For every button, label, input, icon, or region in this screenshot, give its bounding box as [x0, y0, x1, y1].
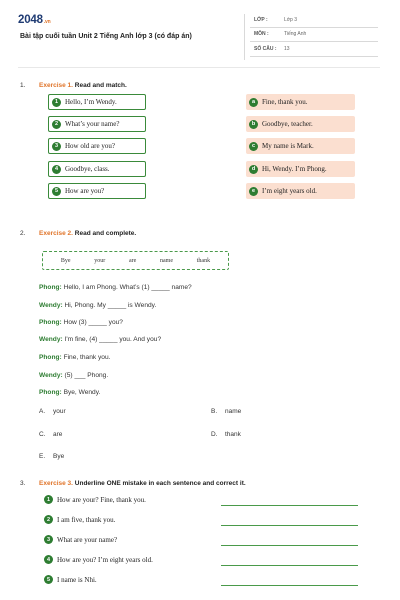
answer-option[interactable]	[211, 431, 241, 438]
number-badge: 1	[44, 495, 53, 504]
header-divider	[244, 14, 245, 60]
dialogue-text: Hi, Phong. My _____ is Wendy.	[64, 302, 157, 309]
answer-line[interactable]	[221, 585, 358, 586]
option-value: are	[53, 431, 63, 438]
sentence-item	[44, 535, 117, 544]
sentence-item	[44, 515, 115, 524]
exercise-heading	[39, 480, 246, 487]
option-value: thank	[225, 431, 241, 438]
match-left-text: How old are you?	[65, 142, 115, 150]
match-right-text: I’m eight years old.	[262, 187, 317, 195]
dialogue-text: Hello, I am Phong. What’s (1) _____ name?	[63, 284, 192, 291]
logo-main: 2048	[18, 14, 43, 26]
match-left-text: Hello, I’m Wendy.	[65, 98, 117, 106]
meta-value-subject: Tiếng Anh	[284, 31, 307, 37]
match-right-item[interactable]	[246, 116, 355, 132]
match-left-item[interactable]	[48, 138, 146, 154]
option-key: C.	[39, 431, 46, 438]
sentence-text: I name is Nhi.	[57, 575, 97, 584]
dialogue-text: Bye, Wendy.	[63, 389, 101, 396]
dialogue-line	[39, 302, 156, 309]
meta-label-subject: MÔN :	[254, 31, 269, 37]
sentence-text: How are you? I’m eight years old.	[57, 555, 153, 564]
letter-badge: d	[249, 165, 258, 174]
dialogue-line	[39, 284, 192, 291]
word-bank-word: are	[128, 257, 137, 264]
meta-value-count: 13	[284, 46, 290, 52]
exercise-label: Exercise 3.	[39, 480, 73, 487]
match-left-text: Goodbye, class.	[65, 165, 110, 173]
answer-option[interactable]	[39, 408, 66, 415]
option-value: name	[225, 408, 242, 415]
question-number: 3.	[20, 480, 26, 487]
match-left-item[interactable]	[48, 94, 146, 110]
speaker: Wendy:	[39, 372, 63, 379]
speaker: Phong:	[39, 389, 62, 396]
meta-rule	[250, 27, 378, 28]
exercise-heading	[39, 82, 127, 89]
dialogue-line	[39, 389, 100, 396]
speaker: Wendy:	[39, 302, 63, 309]
exercise-label: Exercise 1.	[39, 82, 73, 89]
match-right-text: Goodbye, teacher.	[262, 120, 313, 128]
speaker: Phong:	[39, 284, 62, 291]
exercise-heading	[39, 230, 136, 237]
letter-badge: a	[249, 98, 258, 107]
exercise-label: Exercise 2.	[39, 230, 73, 237]
answer-line[interactable]	[221, 565, 358, 566]
sentence-item	[44, 555, 153, 564]
match-right-item[interactable]	[246, 94, 355, 110]
letter-badge: b	[249, 120, 258, 129]
speaker: Phong:	[39, 354, 62, 361]
match-left-item[interactable]	[48, 161, 146, 177]
dialogue-line	[39, 319, 123, 326]
answer-line[interactable]	[221, 545, 358, 546]
number-badge: 5	[44, 575, 53, 584]
word-bank-word: thank	[196, 257, 211, 264]
word-bank-word: your	[94, 257, 106, 264]
number-badge: 3	[52, 142, 61, 151]
number-badge: 3	[44, 535, 53, 544]
sentence-item	[44, 495, 146, 504]
sentence-text: What are your name?	[57, 535, 118, 544]
meta-value-class: Lớp 3	[284, 17, 298, 23]
number-badge: 2	[52, 120, 61, 129]
letter-badge: e	[249, 187, 258, 196]
section-divider	[18, 67, 380, 68]
number-badge: 4	[44, 555, 53, 564]
option-value: your	[53, 408, 66, 415]
answer-option[interactable]	[39, 453, 64, 460]
dialogue-line	[39, 354, 110, 361]
meta-label-class: LỚP :	[254, 17, 268, 23]
match-right-item[interactable]	[246, 161, 355, 177]
match-right-text: My name is Mark.	[262, 142, 314, 150]
question-number: 1.	[20, 82, 26, 89]
sentence-text: How are your? Fine, thank you.	[57, 495, 146, 504]
letter-badge: c	[249, 142, 258, 151]
meta-rule	[250, 56, 378, 57]
dialogue-line	[39, 372, 108, 379]
option-key: E.	[39, 453, 46, 460]
option-key: A.	[39, 408, 46, 415]
site-logo	[18, 14, 50, 26]
match-right-text: Fine, thank you.	[262, 98, 308, 106]
match-left-text: How are you?	[65, 187, 105, 195]
match-right-text: Hi, Wendy. I’m Phong.	[262, 165, 327, 173]
match-left-item[interactable]	[48, 116, 146, 132]
speaker: Wendy:	[39, 336, 63, 343]
option-key: B.	[211, 408, 218, 415]
dialogue-text: I'm fine, (4) _____ you. And you?	[64, 336, 162, 343]
word-bank	[42, 251, 229, 270]
match-right-item[interactable]	[246, 138, 355, 154]
answer-option[interactable]	[211, 408, 241, 415]
number-badge: 5	[52, 187, 61, 196]
word-bank-word: name	[160, 257, 174, 264]
match-right-item[interactable]	[246, 183, 355, 199]
answer-line[interactable]	[221, 505, 358, 506]
number-badge: 2	[44, 515, 53, 524]
sentence-item	[44, 575, 97, 584]
speaker: Phong:	[39, 319, 62, 326]
exercise-instruction: Read and match.	[74, 82, 127, 89]
sentence-text: I am five, thank you.	[57, 515, 116, 524]
page-title: Bài tập cuối tuần Unit 2 Tiếng Anh lớp 3 (có đáp án)	[20, 33, 192, 40]
dialogue-text: (5) ___ Phong.	[64, 372, 109, 379]
number-badge: 1	[52, 98, 61, 107]
meta-label-count: SỐ CÂU :	[254, 46, 277, 52]
dialogue-line	[39, 336, 161, 343]
answer-option[interactable]	[39, 431, 62, 438]
exercise-instruction: Read and complete.	[74, 230, 137, 237]
answer-line[interactable]	[221, 525, 358, 526]
meta-rule	[250, 41, 378, 42]
number-badge: 4	[52, 165, 61, 174]
option-key: D.	[211, 431, 218, 438]
match-left-text: What’s your name?	[65, 120, 120, 128]
dialogue-text: How (3) _____ you?	[63, 319, 123, 326]
match-left-item[interactable]	[48, 183, 146, 199]
dialogue-text: Fine, thank you.	[63, 354, 111, 361]
logo-suffix: .vn	[43, 19, 51, 25]
question-number: 2.	[20, 230, 26, 237]
option-value: Bye	[53, 453, 65, 460]
word-bank-word: Bye	[60, 257, 71, 264]
exercise-instruction: Underline ONE mistake in each sentence and correct it.	[74, 480, 246, 487]
